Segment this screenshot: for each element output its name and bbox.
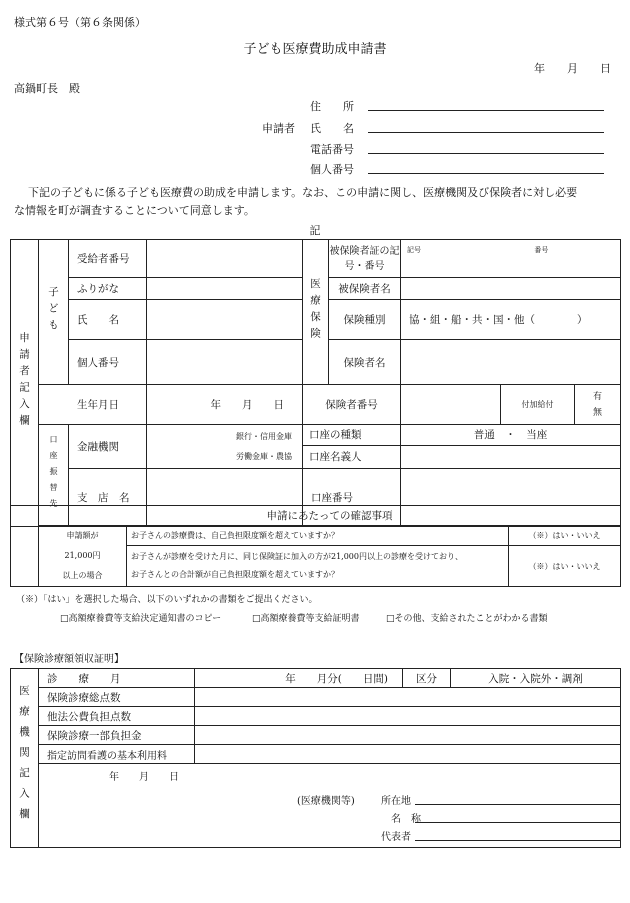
name-field[interactable] bbox=[368, 132, 604, 133]
month-label: 診 療 月 bbox=[39, 669, 195, 688]
total-points-label: 保険診療総点数 bbox=[39, 688, 195, 707]
account-fields[interactable] bbox=[401, 425, 621, 469]
id-label: 個人番号 bbox=[310, 163, 354, 176]
insurer-no-label: 保険者番号 bbox=[303, 385, 401, 425]
account-type-label: 口座の種類 bbox=[303, 425, 400, 446]
bank-type2: 労働金庫・農協 bbox=[236, 451, 292, 461]
rep-label: 代表者 bbox=[381, 832, 411, 843]
birth-field[interactable]: 年 月 日 bbox=[147, 385, 303, 425]
account-no-label: 口座番号 bbox=[303, 469, 401, 527]
copay-label: 保険診療一部負担金 bbox=[39, 726, 195, 745]
insurer-name-label: 保険者名 bbox=[329, 340, 401, 385]
phone-label: 電話番号 bbox=[310, 143, 354, 156]
account-type-block bbox=[303, 425, 401, 469]
doc-option-1[interactable]: □高額療養費等支給決定通知書のコピー bbox=[60, 614, 222, 624]
facility-name-field[interactable] bbox=[415, 822, 621, 823]
applicant-section-label: 申請者記入欄 bbox=[11, 240, 39, 527]
branch-label: 支 店 名 bbox=[69, 469, 147, 527]
insurer-name-field[interactable] bbox=[401, 340, 621, 385]
application-table bbox=[10, 239, 621, 527]
address-label: 住 所 bbox=[310, 100, 354, 113]
note-1: （※）「はい」を選択した場合、以下のいずれかの書類をご提出ください。 bbox=[16, 595, 318, 605]
rep-field[interactable] bbox=[415, 840, 621, 841]
condition-l2: 21,000円 bbox=[64, 551, 101, 560]
answer-1[interactable]: （※）はい・いいえ bbox=[509, 526, 621, 546]
ins-symbol-field[interactable] bbox=[401, 240, 621, 278]
location-label: 所在地 bbox=[381, 796, 411, 807]
doc-option-3[interactable]: □その他、支給されたことがわかる書類 bbox=[386, 614, 548, 624]
visiting-nurse-label: 指定訪問看護の基本利用料 bbox=[39, 745, 195, 764]
kubun-label: 区分 bbox=[403, 669, 451, 688]
account-holder-field[interactable] bbox=[401, 446, 620, 468]
extra-benefit-label: 付加給付 bbox=[501, 385, 575, 425]
statement-line2: な情報を町が調査することについて同意します。 bbox=[14, 204, 255, 217]
visiting-nurse-field[interactable] bbox=[195, 745, 621, 764]
medical-insurance-label: 医療保険 bbox=[303, 240, 329, 385]
child-name-label: 氏 名 bbox=[69, 300, 147, 340]
child-section-label: 子ども bbox=[39, 240, 69, 385]
confirm-title: 申請にあたっての確認事項 bbox=[39, 506, 621, 526]
doc-option-2[interactable]: □高額療養費等支給証明書 bbox=[252, 614, 360, 624]
kigo-label: 記号 bbox=[407, 246, 421, 254]
account-type-options[interactable]: 普通 ・ 当座 bbox=[401, 425, 620, 446]
condition-l3: 以上の場合 bbox=[62, 571, 103, 580]
addressee: 高鍋町長 殿 bbox=[14, 82, 80, 95]
cert-date[interactable]: 年 月 日 bbox=[109, 772, 179, 783]
bango-label: 番号 bbox=[534, 246, 549, 254]
condition-l1: 申請額が bbox=[66, 531, 99, 540]
id-field[interactable] bbox=[368, 173, 604, 174]
receipt-title: 【保険診療額領収証明】 bbox=[14, 654, 124, 665]
account-holder-label: 口座名義人 bbox=[309, 451, 362, 463]
receipt-table bbox=[10, 668, 621, 848]
applicant-label: 申請者 bbox=[262, 122, 295, 135]
facility-label: (医療機関等) bbox=[297, 796, 355, 807]
phone-field[interactable] bbox=[368, 153, 604, 154]
insurer-no-field[interactable] bbox=[401, 385, 501, 425]
page-title: 子ども医療費助成申請書 bbox=[243, 42, 387, 57]
child-id-label: 個人番号 bbox=[69, 340, 147, 385]
bank-type1: 銀行・信用金庫 bbox=[236, 431, 292, 441]
certification-block bbox=[39, 764, 621, 848]
form-number: 様式第６号（第６条関係） bbox=[14, 16, 146, 29]
extra-benefit-options[interactable]: 有 無 bbox=[575, 385, 621, 425]
public-burden-label: 他法公費負担点数 bbox=[39, 707, 195, 726]
transfer-label: 口座振替先 bbox=[39, 425, 69, 527]
answer-2[interactable]: （※）はい・いいえ bbox=[509, 546, 621, 587]
public-burden-field[interactable] bbox=[195, 707, 621, 726]
child-id-field[interactable] bbox=[147, 340, 303, 385]
facility-name-label: 名 称 bbox=[391, 814, 421, 825]
furigana-label: ふりがな bbox=[69, 278, 147, 300]
question-2-l2: お子さんとの合計額が自己負担限度額を超えていますか？ bbox=[131, 570, 339, 580]
question-2 bbox=[127, 546, 509, 587]
recipient-no-field[interactable] bbox=[147, 240, 303, 278]
receipt-section-label: 医療機関記入欄 bbox=[11, 669, 39, 848]
copay-field[interactable] bbox=[195, 726, 621, 745]
kubun-options[interactable]: 入院・入院外・調剤 bbox=[451, 669, 621, 688]
confirm-spacer bbox=[11, 506, 39, 587]
furigana-field[interactable] bbox=[147, 278, 303, 300]
child-name-field[interactable] bbox=[147, 300, 303, 340]
ins-type-label: 保険種別 bbox=[329, 300, 401, 340]
statement-line1: 下記の子どもに係る子ども医療費の助成を申請します。なお、この申請に関し、医療機関及び保険者に対し必要 bbox=[28, 186, 578, 199]
total-points-field[interactable] bbox=[195, 688, 621, 707]
ins-type-options[interactable]: 協・組・船・共・国・他（ ） bbox=[401, 300, 621, 340]
address-field[interactable] bbox=[368, 110, 604, 111]
bank-label: 金融機関 bbox=[69, 425, 147, 469]
name-label: 氏 名 bbox=[310, 122, 354, 135]
month-field[interactable]: 年 月分( 日間) bbox=[195, 669, 403, 688]
location-field[interactable] bbox=[415, 804, 621, 805]
ins-symbol-label: 被保険者証の記号・番号 bbox=[329, 240, 401, 278]
birth-label: 生年月日 bbox=[39, 385, 147, 425]
condition-cell bbox=[39, 526, 127, 587]
question-2-l1: お子さんが診療を受けた月に、同じ保険証に加入の方が21,000円以上の診療を受けており、 bbox=[131, 552, 463, 562]
date-line: 年 月 日 bbox=[534, 62, 611, 75]
confirm-table bbox=[10, 505, 621, 587]
question-1: お子さんの診療費は、自己負担限度額を超えていますか？ bbox=[127, 526, 509, 546]
insured-name-label: 被保険者名 bbox=[329, 278, 401, 300]
recipient-no-label: 受給者番号 bbox=[69, 240, 147, 278]
bank-field[interactable] bbox=[147, 425, 303, 469]
ki-mark: 記 bbox=[309, 224, 321, 237]
insured-name-field[interactable] bbox=[401, 278, 621, 300]
